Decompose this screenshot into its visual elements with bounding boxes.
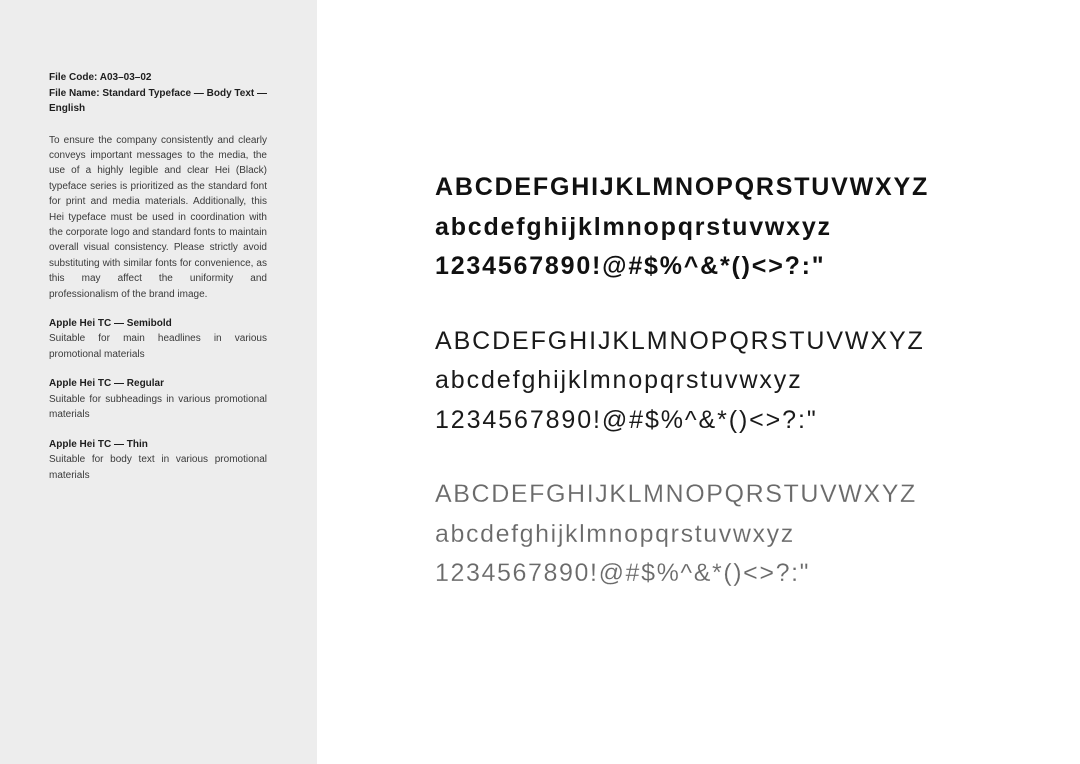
specimen-uppercase: ABCDEFGHIJKLMNOPQRSTUVWXYZ: [435, 173, 930, 201]
typeface-title: Apple Hei TC — Regular: [49, 378, 165, 390]
sidebar-panel: [0, 0, 317, 764]
specimen-numerals: 1234567890!@#$%^&*()<>?:": [435, 252, 826, 280]
typeface-title: Apple Hei TC — Semibold: [49, 317, 172, 329]
typeface-description: Suitable for main headlines in various promotional materials: [49, 333, 267, 360]
specimen-uppercase: ABCDEFGHIJKLMNOPQRSTUVWXYZ: [435, 326, 925, 355]
sidebar-content: [49, 70, 267, 483]
specimen-regular: [435, 322, 929, 441]
specimen-lowercase: abcdefghijklmnopqrstuvwxyz: [435, 366, 803, 394]
typeface-spec-semibold: [49, 316, 267, 362]
typeface-title: Apple Hei TC — Thin: [49, 438, 148, 450]
specimen-uppercase: ABCDEFGHIJKLMNOPQRSTUVWXYZ: [435, 480, 917, 508]
specimen-lowercase: abcdefghijklmnopqrstuvwxyz: [435, 519, 795, 548]
file-code: File Code: A03–03–02: [49, 72, 152, 83]
intro-paragraph: To ensure the company consistently and clearly conveys important messages to the media, the use of a highly legible and clear Hei (Black) typeface series is prioritized as the standard font for print and media materials. Additionally, this Hei typeface must be used in coordination with the corporate logo and standard fonts to maintain overall visual consistency. Please strictly avoid substituting with similar fonts for convenience, as this may affect the uniformity and professionalism of the brand image.: [49, 134, 267, 300]
specimen-lowercase: abcdefghijklmnopqrstuvwxyz: [435, 212, 832, 241]
typeface-description: Suitable for subheadings in various promotional materials: [49, 393, 267, 421]
specimen-numerals: 1234567890!@#$%^&*()<>?:": [435, 559, 811, 587]
typeface-description: Suitable for body text in various promotional materials: [49, 454, 267, 481]
specimen-numerals: 1234567890!@#$%^&*()<>?:": [435, 405, 818, 434]
type-specimen-area: [435, 168, 929, 594]
typeface-spec-regular: [49, 376, 267, 422]
typeface-spec-thin: [49, 437, 267, 483]
specimen-semibold: [435, 168, 929, 287]
file-name: File Name: Standard Typeface — Body Text — English: [49, 87, 268, 114]
specimen-thin: [435, 475, 929, 594]
